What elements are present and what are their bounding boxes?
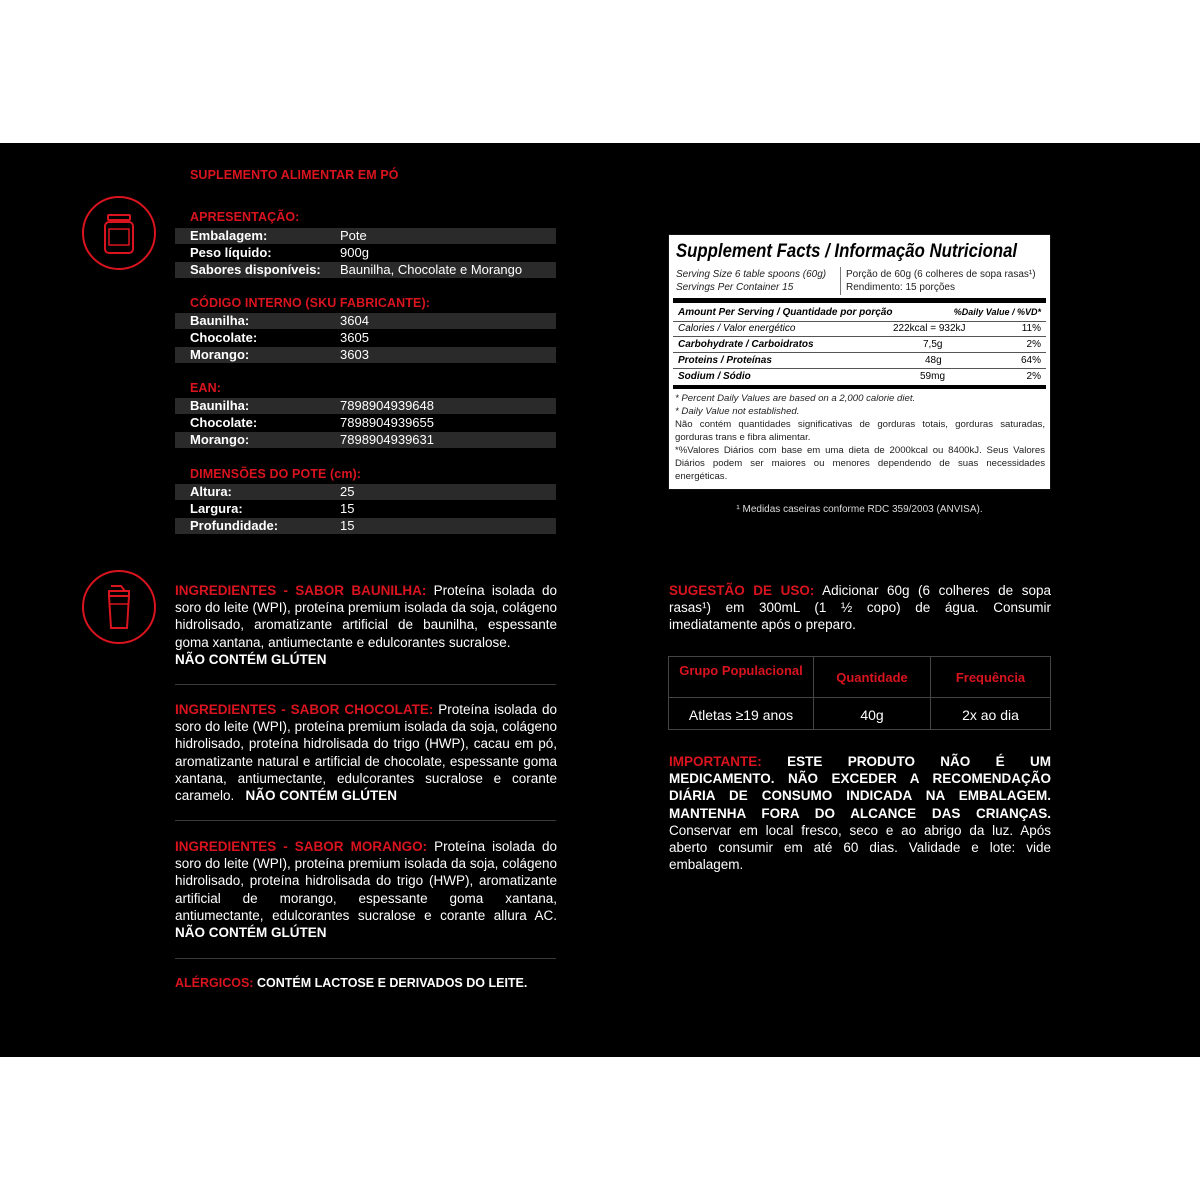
ingredients-chocolate (175, 701, 557, 804)
spec-value: 3605 (340, 330, 369, 345)
nutrition-facts-table (668, 234, 1051, 490)
gluten-warning: NÃO CONTÉM GLÚTEN (175, 925, 327, 941)
spec-row (175, 313, 556, 329)
spec-key: Baunilha: (190, 398, 250, 413)
allergens-label: ALÉRGICOS: (175, 976, 254, 990)
important-label: IMPORTANTE: (669, 754, 762, 769)
spec-row (175, 330, 556, 346)
important-text: Conservar em local fresco, seco e ao abrigo da luz. Após aberto consumir em até 60 dias. Validade e lote: vide embalagem. (669, 822, 1051, 873)
usage-suggestion (669, 582, 1051, 634)
ingredients-label: INGREDIENTES - SABOR BAUNILHA: (175, 583, 427, 598)
row-rule (673, 336, 1046, 337)
ingredients-label: INGREDIENTES - SABOR CHOCOLATE: (175, 702, 434, 717)
spec-key: Sabores disponíveis: (190, 262, 321, 277)
spec-key: Morango: (190, 432, 250, 447)
spec-value: 15 (340, 501, 355, 516)
important-notice (669, 753, 1051, 873)
spec-key: Baunilha: (190, 313, 250, 328)
spec-row (175, 262, 556, 278)
header-frequencia: Frequência (955, 670, 1026, 685)
spec-row (175, 347, 556, 363)
allergens-text: CONTÉM LACTOSE E DERIVADOS DO LEITE. (256, 976, 528, 990)
dv-header: %Daily Value / %VD* (953, 307, 1041, 317)
cell-quantidade: 40g (860, 707, 884, 723)
header-grupo: Grupo Populacional (679, 663, 803, 678)
spec-row (175, 398, 556, 414)
note-dv-established: * Daily Value not established. (675, 406, 800, 417)
dimensoes-heading: DIMENSÕES DO POTE (cm): (190, 467, 362, 481)
nutrient-name: Sodium / Sódio (678, 371, 751, 382)
ingredients-text: Proteína isolada do soro do leite (WPI), proteína premium isolada da soja, colágeno hidrolisado, aromatizante artificial de baunilha, espessante goma xantana, antiumectante e edulcorantes sucralose. (175, 583, 557, 650)
amount-header: Amount Per Serving / Quantidade por porção (678, 307, 893, 318)
spec-row (175, 245, 556, 261)
spec-value: 3604 (340, 313, 369, 328)
cell-grupo: Atletas ≥19 anos (688, 707, 794, 723)
spec-row (175, 415, 556, 431)
gluten-warning: NÃO CONTÉM GLÚTEN (245, 788, 398, 804)
sku-heading: CÓDIGO INTERNO (SKU FABRICANTE): (190, 296, 430, 310)
spec-value: 7898904939648 (340, 398, 434, 413)
nutrient-qty: 48g (925, 355, 942, 366)
nutrition-footnote: ¹ Medidas caseiras conforme RDC 359/2003 (ANVISA). (736, 504, 983, 515)
spec-value: 7898904939631 (340, 432, 434, 447)
divider (175, 820, 556, 821)
spec-value: Pote (340, 228, 367, 243)
nutrient-name: Carbohydrate / Carboidratos (678, 339, 814, 350)
jar-icon (82, 196, 156, 270)
thick-rule (673, 385, 1046, 389)
note-not-significant: Não contém quantidades significativas de gorduras totais, gorduras saturadas, gorduras trans e fibra alimentar. (675, 419, 1045, 443)
divider (175, 958, 556, 959)
spec-key: Morango: (190, 347, 250, 362)
row-divider (669, 697, 1050, 698)
column-divider (840, 267, 841, 295)
cell-frequencia: 2x ao dia (962, 707, 1019, 723)
spec-key: Chocolate: (190, 415, 258, 430)
spec-key: Peso líquido: (190, 245, 272, 260)
spec-value: 15 (340, 518, 355, 533)
ean-heading: EAN: (190, 381, 221, 395)
spec-row (175, 501, 556, 517)
spec-value: Baunilha, Chocolate e Morango (340, 262, 523, 277)
nutrition-title: Supplement Facts / Informação Nutricional (676, 240, 1018, 262)
spec-row (175, 228, 556, 244)
row-rule (673, 352, 1046, 353)
thick-rule (673, 298, 1046, 303)
servings-per-container: Servings Per Container 15 (676, 282, 794, 293)
nutrient-qty: 59mg (920, 371, 946, 382)
spec-value: 3603 (340, 347, 369, 362)
serving-size: Serving Size 6 table spoons (60g) (676, 269, 827, 280)
usage-label: SUGESTÃO DE USO: (669, 583, 815, 598)
spec-key: Chocolate: (190, 330, 258, 345)
spec-row (175, 484, 556, 500)
usage-text: Adicionar 60g (6 colheres de sopa rasas¹) em 300mL (1 ½ copo) de água. Consumir imediatamente após o preparo. (669, 583, 1052, 633)
important-warning: ESTE PRODUTO NÃO É UM MEDICAMENTO. NÃO EXCEDER A RECOMENDAÇÃO DIÁRIA DE CONSUMO INDICADA NA EMBALAGEM. MANTENHA FORA DO ALCANCE DAS CRIANÇAS. (669, 754, 1051, 821)
shaker-icon (82, 570, 156, 644)
spec-row (175, 432, 556, 448)
product-type-title: SUPLEMENTO ALIMENTAR EM PÓ (190, 168, 399, 182)
gluten-warning: NÃO CONTÉM GLÚTEN (175, 651, 327, 667)
spec-value: 7898904939655 (340, 415, 434, 430)
divider (175, 684, 556, 685)
nutrient-dv: 64% (1020, 355, 1041, 366)
apresentacao-heading: APRESENTAÇÃO: (190, 210, 300, 224)
nutrient-qty: 7,5g (923, 339, 943, 350)
spec-value: 900g (340, 245, 369, 260)
row-rule (673, 321, 1046, 322)
ingredients-morango (175, 838, 557, 941)
spec-key: Embalagem: (190, 228, 268, 243)
nutrient-name: Proteins / Proteínas (678, 355, 772, 366)
nutrient-name: Calories / Valor energético (678, 323, 796, 334)
ingredients-text: Proteína isolada do soro do leite (WPI), proteína premium isolada da soja, colágeno hidrolisado, proteína hidrolisada do trigo (HWP), aromatizante artificial de morango, espessante goma xantana, antiumectante, edulcorantes sucralose e corante allura AC. (175, 839, 557, 923)
nutrient-dv: 11% (1021, 323, 1041, 334)
usage-table (668, 656, 1051, 730)
nutrient-dv: 2% (1026, 371, 1041, 382)
row-rule (673, 368, 1046, 369)
spec-row (175, 518, 556, 534)
allergens (175, 975, 575, 992)
rendimento: Rendimento: 15 porções (846, 282, 955, 293)
ingredients-baunilha (175, 582, 557, 668)
spec-key: Altura: (190, 484, 232, 499)
spec-key: Largura: (190, 501, 243, 516)
ingredients-text: Proteína isolada do soro do leite (WPI), proteína premium isolada da soja, colágeno hidrolisado, proteína hidrolisada do trigo (HWP), cacau em pó, aromatizante natural e artificial de chocolate, espessante goma xantana, antiumectante, edulcorantes sucralose e corante caramelo. (175, 702, 557, 804)
note-daily-values: *%Valores Diários com base em uma dieta de 2000kcal ou 8400kJ. Seus Valores Diários podem ser maiores ou menores dependendo de suas necessidades energéticas. (675, 445, 1045, 482)
porcao: Porção de 60g (6 colheres de sopa rasas¹) (846, 269, 1036, 280)
nutrient-qty: 222kcal = 932kJ (893, 323, 966, 334)
spec-value: 25 (340, 484, 355, 499)
header-quantidade: Quantidade (836, 670, 908, 685)
spec-key: Profundidade: (190, 518, 279, 533)
note-dv: * Percent Daily Values are based on a 2,000 calorie diet. (675, 393, 916, 404)
nutrient-dv: 2% (1026, 339, 1041, 350)
ingredients-label: INGREDIENTES - SABOR MORANGO: (175, 839, 428, 854)
